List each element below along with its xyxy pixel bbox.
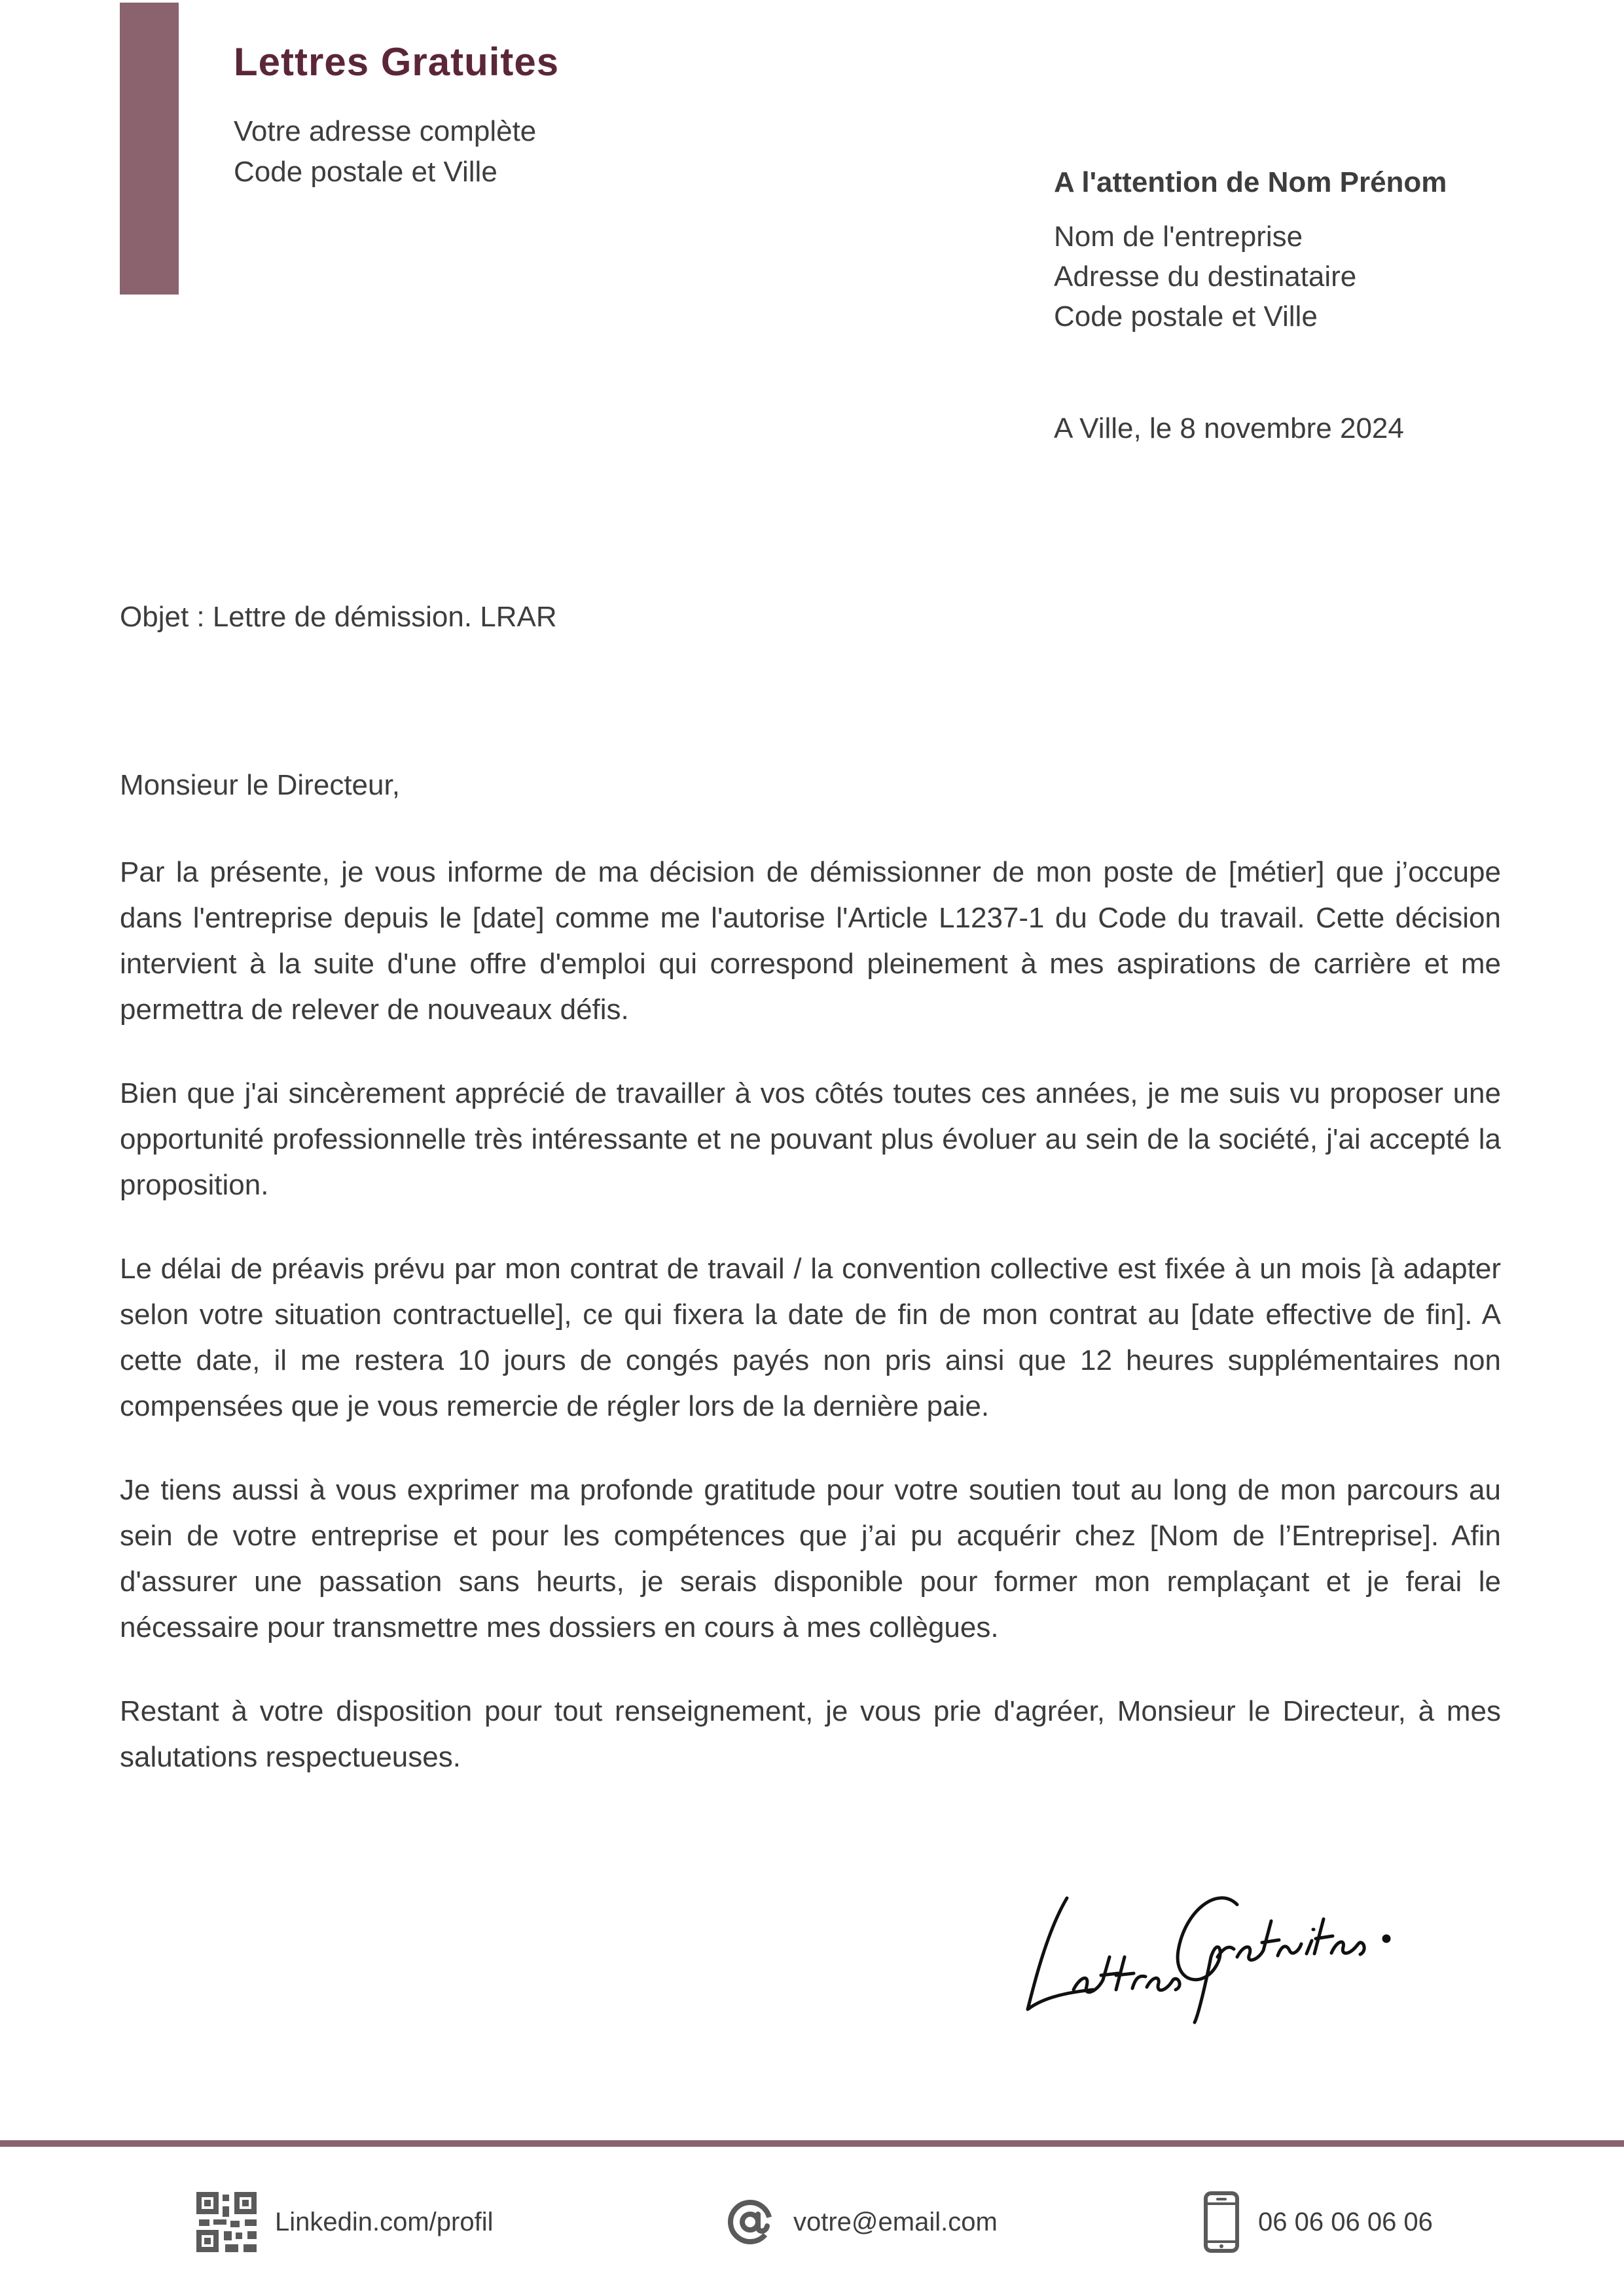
footer-linkedin (196, 2189, 494, 2255)
recipient-company: Nom de l'entreprise (1054, 221, 1303, 253)
body-paragraph: Bien que j'ai sincèrement apprécié de travailler à vos côtés toutes ces années, je me suis vu proposer une opportunité professionnelle très intéressante et ne pouvant plus évoluer au sein de la société, j'ai accepté la proposition. (120, 1077, 1501, 1201)
letter-salutation: Monsieur le Directeur, (120, 769, 400, 801)
footer-email-text: votre@email.com (793, 2207, 998, 2236)
footer-phone (1203, 2189, 1433, 2255)
body-paragraph: Restant à votre disposition pour tout renseignement, je vous prie d'agréer, Monsieur le Directeur, à mes salutations respectueuses. (120, 1695, 1501, 1773)
recipient-city: Code postale et Ville (1054, 300, 1318, 332)
letter-date: A Ville, le 8 novembre 2024 (1054, 412, 1404, 444)
footer-linkedin-text: Linkedin.com/profil (275, 2207, 494, 2236)
sender-name: Lettres Gratuites (234, 40, 560, 84)
body-paragraph: Par la présente, je vous informe de ma décision de démissionner de mon poste de [métier] que j’occupe dans l'entreprise depuis le [date] comme me l'autorise l'Article L1237-1 du Code du travail. Cette décision intervient à la suite d'une offre d'emploi qui correspond pleinement à mes aspirations de carrière et me permettra de relever de nouveaux défis. (120, 856, 1501, 1026)
sender-address-line2: Code postale et Ville (234, 156, 497, 188)
letter-body (120, 850, 1501, 1818)
sender-address (234, 111, 536, 192)
at-sign-icon (725, 2197, 775, 2247)
body-paragraph: Le délai de préavis prévu par mon contrat de travail / la convention collective est fixée à un mois [à adapter selon votre situation contractuelle], ce qui fixera la date de fin de mon contrat au [date effective de fin]. A cette date, il me restera 10 jours de congés payés non pris ainsi que 12 heures supplémentaires non compensées que je vous remercie de régler lors de la dernière paie. (120, 1253, 1501, 1422)
header-accent-bar (120, 3, 179, 295)
sender-address-line1: Votre adresse complète (234, 115, 537, 147)
footer-phone-text: 06 06 06 06 06 (1258, 2207, 1433, 2236)
mobile-phone-icon (1203, 2191, 1240, 2253)
footer-email (725, 2189, 998, 2255)
recipient-address: Adresse du destinataire (1054, 260, 1357, 293)
letter-subject: Objet : Lettre de démission. LRAR (120, 601, 557, 633)
recipient-attention: A l'attention de Nom Prénom (1054, 166, 1447, 198)
footer-divider (0, 2140, 1624, 2147)
body-paragraph: Je tiens aussi à vous exprimer ma profonde gratitude pour votre soutien tout au long de mon parcours au sein de votre entreprise et pour les compétences que j’ai pu acquérir chez [Nom de l’Entreprise]. Afin d'assurer une passation sans heurts, je serais disponible pour former mon remplaçant et je ferai le nécessaire pour transmettre mes dossiers en cours à mes collègues. (120, 1474, 1501, 1643)
handwritten-signature (1021, 1859, 1427, 2029)
qr-code-icon (196, 2192, 257, 2252)
recipient-block (1054, 162, 1447, 336)
